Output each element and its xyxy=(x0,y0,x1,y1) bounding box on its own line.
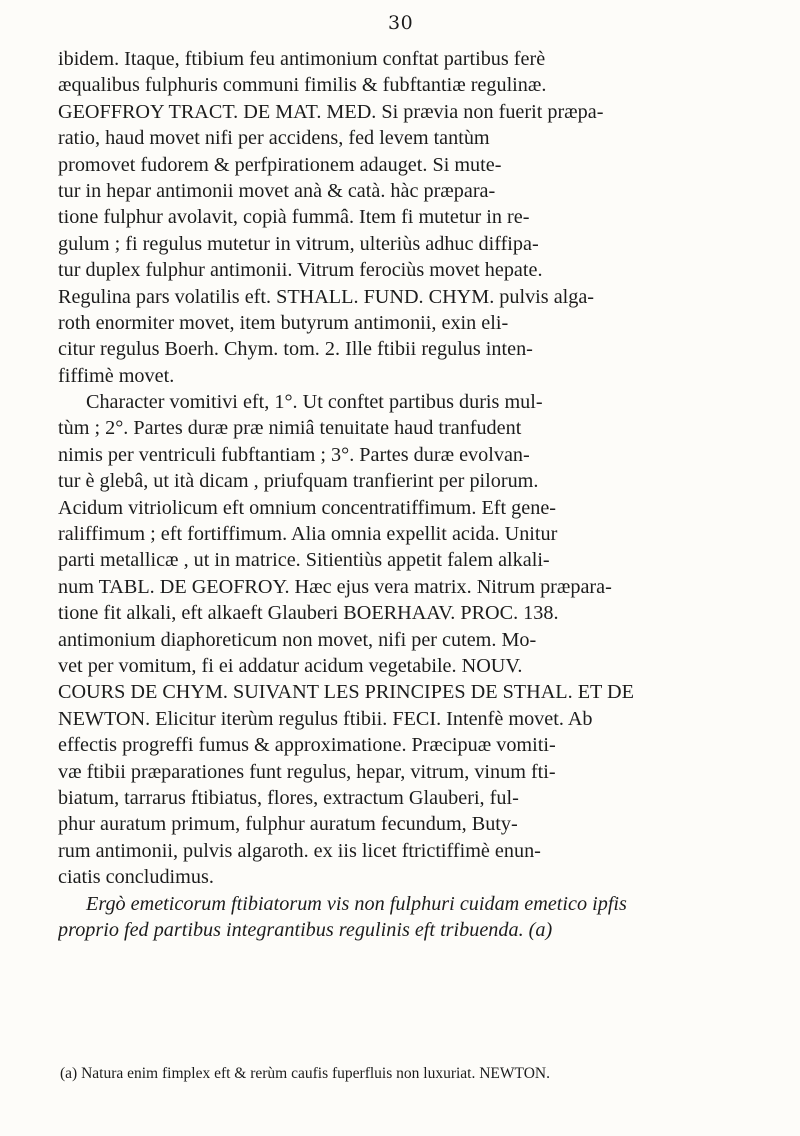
text-line: raliffimum ; eft fortiffimum. Alia omnia expellit acida. Unitur xyxy=(58,523,558,546)
text-line: Ergò emeticorum ftibiatorum vis non fulphuri cuidam emetico ipfis xyxy=(86,892,627,915)
text-line: ciatis concludimus. xyxy=(58,866,214,889)
text-line: ibidem. Itaque, ftibium feu antimonium conftat partibus ferè xyxy=(58,48,546,70)
text-line: tur in hepar antimonii movet anà & catà. hàc præpara- xyxy=(58,179,496,202)
text-line: nimis per ventriculi fubftantiam ; 3°. Partes duræ evolvan- xyxy=(58,443,530,466)
text-line: tur duplex fulphur antimonii. Vitrum ferociùs movet hepate. xyxy=(58,259,543,282)
text-line: NEWTON. Elicitur iterùm regulus ftibii. FECI. Intenfè movet. Ab xyxy=(58,707,593,730)
text-line: citur regulus Boerh. Chym. tom. 2. Ille ftibii regulus inten- xyxy=(58,338,533,361)
text-line: tur è glebâ, ut ità dicam , priufquam tranfierint per pilorum. xyxy=(58,470,539,493)
body-text xyxy=(58,46,786,943)
text-line: tùm ; 2°. Partes duræ præ nimiâ tenuitate haud tranfudent xyxy=(58,417,522,440)
text-line: fiffimè movet. xyxy=(58,364,175,387)
text-line: proprio fed partibus integrantibus regulinis eft tribuenda. (a) xyxy=(58,918,553,941)
text-line: væ ftibii præparationes funt regulus, hepar, vitrum, vinum fti- xyxy=(58,760,556,783)
text-line: gulum ; fi regulus mutetur in vitrum, ulteriùs adhuc diffipa- xyxy=(58,232,539,255)
text-line: vet per vomitum, fi ei addatur acidum vegetabile. NOUV. xyxy=(58,654,523,677)
text-line: promovet fudorem & perfpirationem adauget. Si mute- xyxy=(58,153,502,176)
text-line: Acidum vitriolicum eft omnium concentratiffimum. Eft gene- xyxy=(58,496,557,519)
page-number: 30 xyxy=(388,12,414,34)
text-line: tione fit alkali, eft alkaeft Glauberi BOERHAAV. PROC. 138. xyxy=(58,602,559,625)
text-line: num TABL. DE GEOFROY. Hæc ejus vera matrix. Nitrum præpara- xyxy=(58,575,612,598)
text-line: Character vomitivi eft, 1°. Ut conftet partibus duris mul- xyxy=(86,391,543,414)
text-line: parti metallicæ , ut in matrice. Sitientiùs appetit falem alkali- xyxy=(58,549,550,572)
text-line: roth enormiter movet, item butyrum antimonii, exin eli- xyxy=(58,311,509,334)
text-line: COURS DE CHYM. SUIVANT LES PRINCIPES DE STHAL. ET DE xyxy=(58,681,634,704)
text-line: antimonium diaphoreticum non movet, nifi per cutem. Mo- xyxy=(58,628,537,651)
text-line: rum antimonii, pulvis algaroth. ex iis licet ftrictiffimè enun- xyxy=(58,839,541,862)
text-line: biatum, tarrarus ftibiatus, flores, extractum Glauberi, ful- xyxy=(58,786,519,809)
text-line: Regulina pars volatilis eft. STHALL. FUND. CHYM. pulvis alga- xyxy=(58,285,595,308)
text-line: effectis progreffi fumus & approximatione. Præcipuæ vomiti- xyxy=(58,734,556,757)
text-line: ratio, haud movet nifi per accidens, fed levem tantùm xyxy=(58,127,490,150)
text-line: phur auratum primum, fulphur auratum fecundum, Buty- xyxy=(58,813,518,836)
text-line: tione fulphur avolavit, copià fummâ. Item fi mutetur in re- xyxy=(58,206,530,229)
text-line: æqualibus fulphuris communi fimilis & fubftantiæ regulinæ. xyxy=(58,74,547,97)
text-line: GEOFFROY TRACT. DE MAT. MED. Si prævia non fuerit præpa- xyxy=(58,100,604,123)
footnote: (a) Natura enim fimplex eft & rerùm caufis fuperfluis non luxuriat. NEWTON. xyxy=(60,1065,550,1082)
